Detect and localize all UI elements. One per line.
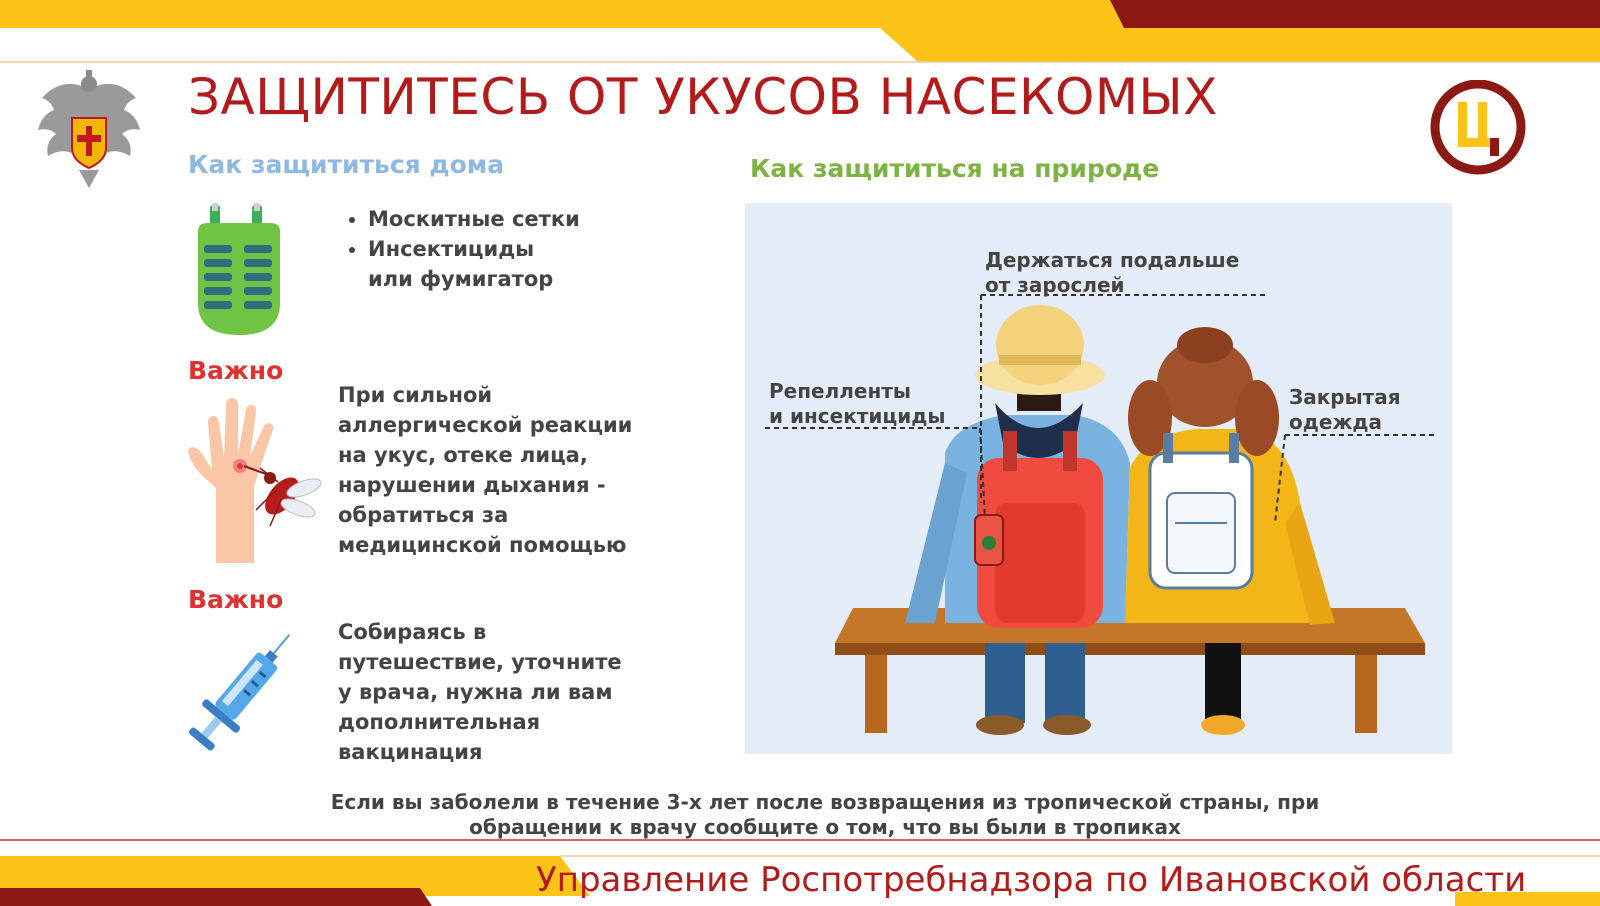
home-tip-continuation: или фумигатор [368,267,554,291]
callout-clothing [1289,385,1401,435]
bottom-note [200,790,1450,840]
text-line: у врача, нужна ли вам [338,680,613,704]
text-line: нарушении дыхания - [338,473,606,497]
text-line: вакцинация [338,740,483,764]
mosquito-bite-icon [186,398,326,563]
text-line: на укус, отеке лица, [338,443,588,467]
top-banner [0,0,1600,70]
nature-illustration [745,203,1452,754]
important-label: Важно [188,585,284,614]
center-logo-icon [1428,80,1528,175]
home-tip-item: • Инсектициды [368,234,580,264]
text-line: медицинской помощью [338,533,627,557]
text-line: Собираясь в [338,620,487,644]
callout-line: и инсектициды [769,404,946,428]
page-title: ЗАЩИТИТЕСЬ ОТ УКУСОВ НАСЕКОМЫХ [188,68,1218,126]
callout-line: одежда [1289,410,1383,434]
nature-section-heading: Как защититься на природе [750,154,1160,183]
callout-distance [985,248,1239,298]
callout-repellents [769,379,945,429]
emblem-icon [34,70,144,195]
text-line: путешествие, уточните [338,650,622,674]
home-tip-item: • Москитные сетки [368,204,580,234]
important-label: Важно [188,356,284,385]
text-line: При сильной [338,383,493,407]
footer-organization: Управление Роспотребнадзора по Ивановской области [536,860,1527,900]
note-line: Если вы заболели в течение 3-х лет после возвращения из тропической страны, при [330,790,1320,814]
important1-text [338,380,632,560]
text-line: аллергической реакции [338,413,633,437]
note-line: обращении к врачу сообщите о том, что вы были в тропиках [469,815,1181,839]
callout-line: Репелленты [769,379,911,403]
fumigator-icon [192,203,292,338]
text-line: обратиться за [338,503,509,527]
callout-line: Закрытая [1289,385,1401,409]
important2-text [338,617,622,767]
callout-line: от зарослей [985,273,1125,297]
home-tips [340,204,580,294]
home-section-heading: Как защититься дома [188,150,505,179]
callout-line: Держаться подальше [985,248,1240,272]
syringe-icon [186,618,301,763]
text-line: дополнительная [338,710,541,734]
